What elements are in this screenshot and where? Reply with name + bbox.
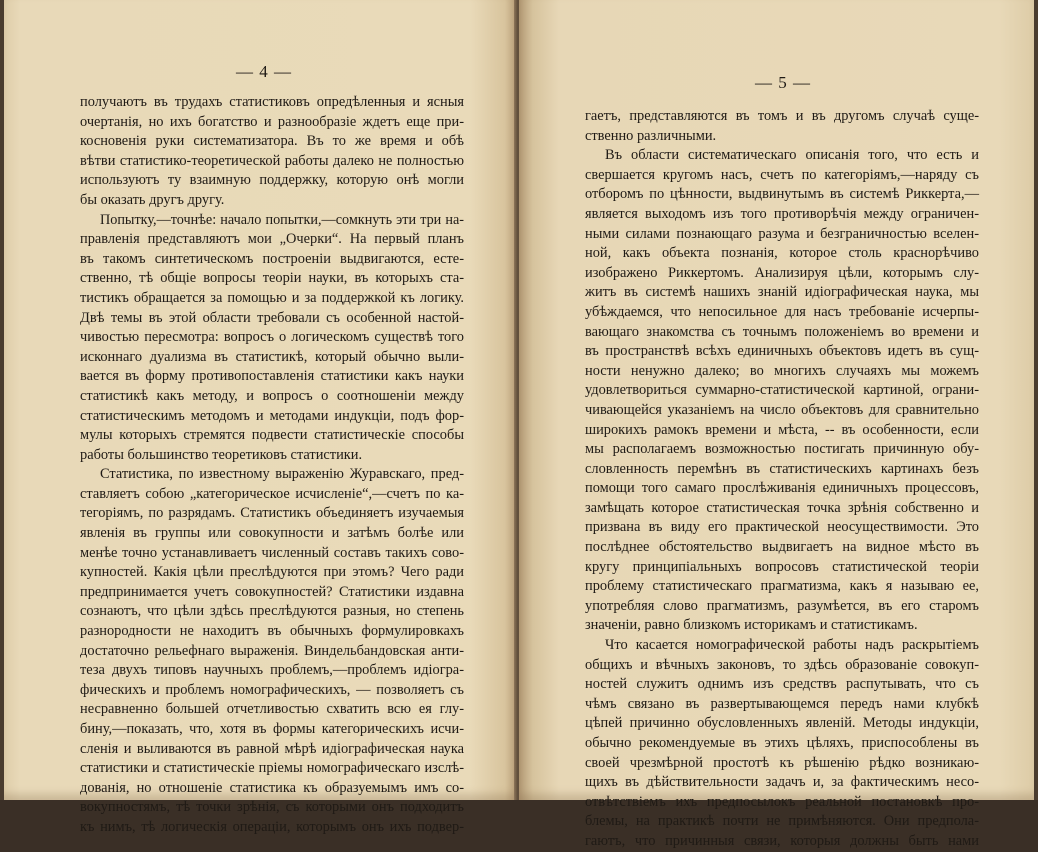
- text-line: Статистика, по известному выраженію Журавскаго, пред-: [100, 466, 464, 483]
- text-line: используютъ ту взаимную поддержку, которую онѣ могли: [80, 172, 464, 189]
- text-line: словленность перемѣнъ въ статистическихъ картинахъ безъ: [585, 460, 979, 477]
- page-number: — 5 —: [755, 73, 811, 92]
- text-line: статистикѣ какъ методу, и вопросъ о соотношеніи между: [80, 387, 464, 404]
- text-line: кругу принципіальныхъ вопросовъ статистической теоріи: [585, 558, 979, 575]
- text-line: чивающейся указаніемъ на число объектовъ для сравнительно: [585, 401, 979, 418]
- text-line: бину,—показать, что, хотя въ формы категорическихъ исчи-: [80, 721, 464, 737]
- text-line: несравненно большей отчетливостью схватить всю ея глу-: [80, 701, 464, 718]
- text-line: дованія, но отношеніе статистика къ образуемымъ имъ со-: [80, 779, 464, 796]
- text-line: Попытку,—точнѣе: начало попытки,—сомкнуть эти три на-: [100, 211, 464, 228]
- text-line: чивостью пересмотра: вопросъ о логическомъ существѣ того: [80, 329, 464, 346]
- text-line: послѣднее обстоятельство выдвигаетъ на видное мѣсто въ: [585, 539, 979, 556]
- text-line: ставляетъ собою „категорическое исчисленіе“,—счетъ по ка-: [80, 485, 464, 502]
- text-line: свершается кругомъ насъ, счетъ по категоріямъ,—наряду съ: [585, 166, 979, 183]
- text-line: косновенія руки систематизатора. Въ то же время и обѣ: [80, 133, 464, 150]
- text-line: очертанія, но ихъ богатство и разнообразіе ждетъ еще при-: [80, 113, 464, 130]
- left-page: [0, 0, 517, 835]
- text-line: статистическимъ методомъ и методами индукціи, подъ фор-: [80, 407, 464, 424]
- text-line: гаютъ, что причинныя связи, которыя должны быть нами: [585, 832, 979, 849]
- text-line: тегоріямъ, по разрядамъ. Статистикъ объединяетъ изучаемыя: [80, 505, 464, 522]
- text-line: изображено Риккертомъ. Анализируя цѣли, которымъ слу-: [585, 264, 979, 281]
- text-line: отборомъ по цѣнности, выдвинутымъ въ системѣ Риккерта,—: [585, 186, 979, 203]
- text-line: ностей служитъ однимъ изъ средствъ распутывать, что съ: [585, 676, 979, 693]
- text-line: ными силами познающаго разума и безграничностью вселен-: [585, 225, 979, 242]
- text-line: предпринимается учетъ совокупностей? Статистики издавна: [80, 583, 464, 600]
- text-line: исконнаго дуализма въ статистикѣ, который обычно выли-: [80, 348, 464, 365]
- text-line: гаетъ, представляются въ томъ и въ другомъ случаѣ суще-: [585, 108, 979, 124]
- right-page: [519, 0, 1038, 849]
- text-line: статистики и статистическіе пріемы номографическаго изслѣ-: [80, 760, 464, 777]
- book-edge: [0, 0, 4, 800]
- text-line: замѣщать которое статистическая точка зрѣнія собственно и: [585, 499, 979, 516]
- text-line: достаточно рельефнаго выраженія. Виндельбандовская анти-: [80, 642, 464, 659]
- text-line: въ пространствѣ всѣхъ единичныхъ объектовъ идетъ въ сущ-: [585, 343, 979, 360]
- text-line: широкихъ рамокъ времени и мѣста, -- въ особенности, если: [585, 421, 979, 438]
- text-line: блемы, на практикѣ почти не примѣняются. Они предпола-: [585, 813, 979, 830]
- text-line: чѣмъ связано въ развертывающемся передъ нами клубкѣ: [585, 695, 979, 712]
- text-line: сознаютъ, что цѣли здѣсь преслѣдуются разныя, но степень: [80, 603, 464, 620]
- text-line: работы большинство теоретиковъ статистики.: [80, 446, 363, 463]
- text-line: бы оказать другъ другу.: [80, 191, 225, 208]
- text-line: въ такомъ синтетическомъ построеніи выдвигаются, есте-: [80, 250, 464, 267]
- text-line: вѣтви статистико-теоретической работы далеко не полностью: [80, 152, 464, 169]
- text-line: является выходомъ изъ того противорѣчія между ограничен-: [585, 205, 979, 222]
- text-line: цѣпей причинно обусловленныхъ явленій. Методы индукціи,: [585, 715, 979, 732]
- text-line: ной, какъ объекта познанія, которое столь краснорѣчиво: [585, 245, 979, 262]
- text-line: тистикъ обращается за помощью и за поддержкой къ логику.: [80, 289, 464, 306]
- text-line: вающаго знакомства съ точнымъ положеніемъ во времени и: [585, 323, 979, 340]
- text-line: явленія въ группы или совокупности и затѣмъ болѣе или: [80, 525, 464, 542]
- text-line: разнородности не находитъ въ обычныхъ формулировкахъ: [80, 623, 464, 640]
- text-line: призвана въ виду его практической неосуществимости. Это: [585, 519, 979, 536]
- text-line: общихъ и вѣчныхъ законовъ, то здѣсь образованіе совокуп-: [585, 656, 979, 673]
- page-number: — 4 —: [236, 62, 292, 81]
- text-line: ности ненужно далеко; во многихъ случаяхъ мы можемъ: [585, 362, 979, 379]
- text-line: убѣждаемся, что непосильное для насъ требованіе исчерпы-: [585, 303, 979, 320]
- text-line: вается въ форму противопоставленія статистики какъ науки: [80, 368, 464, 385]
- text-line: купностей. Какія цѣли преслѣдуются при этомъ? Чего ради: [80, 564, 464, 581]
- text-line: правленія представляютъ мои „Очерки“. На первый планъ: [80, 231, 464, 248]
- book-edge: [1034, 0, 1038, 800]
- text-line: мулы которыхъ стремятся подвести статистическіе способы: [80, 427, 464, 444]
- text-line: сленія и выливаются въ равной мѣрѣ идіографическая наука: [80, 740, 464, 757]
- text-line: ственно, тѣ общіе вопросы теоріи науки, въ которыхъ ста-: [80, 270, 464, 287]
- text-line: мы располагаемъ возможностью постигать причинную обу-: [585, 441, 979, 458]
- text-line: употребляя слово прагматизмъ, разумѣется, въ его старомъ: [585, 597, 979, 614]
- text-line: теза двухъ типовъ научныхъ проблемъ,—проблемъ идіогра-: [80, 662, 464, 679]
- text-line: Двѣ темы въ этой области требовали съ особенной настой-: [80, 309, 464, 326]
- text-line: получаютъ въ трудахъ статистиковъ опредѣленныя и ясныя: [80, 94, 464, 110]
- text-line: вокупностямъ, тѣ точки зрѣнія, съ которыми онъ подходитъ: [80, 799, 464, 816]
- text-line: помощи того самаго прослѣживанія единичныхъ процессовъ,: [585, 480, 979, 497]
- page-body-text: [80, 93, 464, 838]
- text-line: ственно различными.: [585, 127, 717, 144]
- text-line: къ нимъ, тѣ логическія операціи, которымъ онъ ихъ подвер-: [80, 818, 464, 835]
- text-line: фическихъ и проблемъ номографическихъ, — позволяетъ съ: [80, 681, 464, 698]
- text-line: Въ области систематическаго описанія того, что есть и: [605, 147, 979, 164]
- text-line: житъ въ системѣ нашихъ знаній идіографическая наука, мы: [585, 284, 979, 301]
- text-line: Что касается номографической работы надъ раскрытіемъ: [605, 637, 979, 654]
- text-line: проблему статистическаго прагматизма, какъ я называю ее,: [585, 578, 979, 595]
- text-line: обычно рекомендуемые въ этихъ цѣляхъ, приспособлены въ: [585, 735, 979, 751]
- text-line: менѣе точно устанавливаетъ численный составъ такихъ сово-: [80, 544, 464, 561]
- page-body-text: [585, 107, 979, 852]
- text-line: удовлетвориться суммарно-статистической картиной, ограни-: [585, 382, 979, 399]
- text-line: отвѣтствіемъ ихъ предпосылокъ реальной постановкѣ про-: [585, 793, 979, 810]
- text-line: своей чрезмѣрной простотѣ къ рѣшенію рѣдко возникаю-: [585, 754, 979, 771]
- text-line: значеніи, равно близкомъ историкамъ и статистикамъ.: [585, 617, 918, 634]
- text-line: щихъ въ дѣйствительности задачъ и, за фактическимъ несо-: [585, 774, 979, 791]
